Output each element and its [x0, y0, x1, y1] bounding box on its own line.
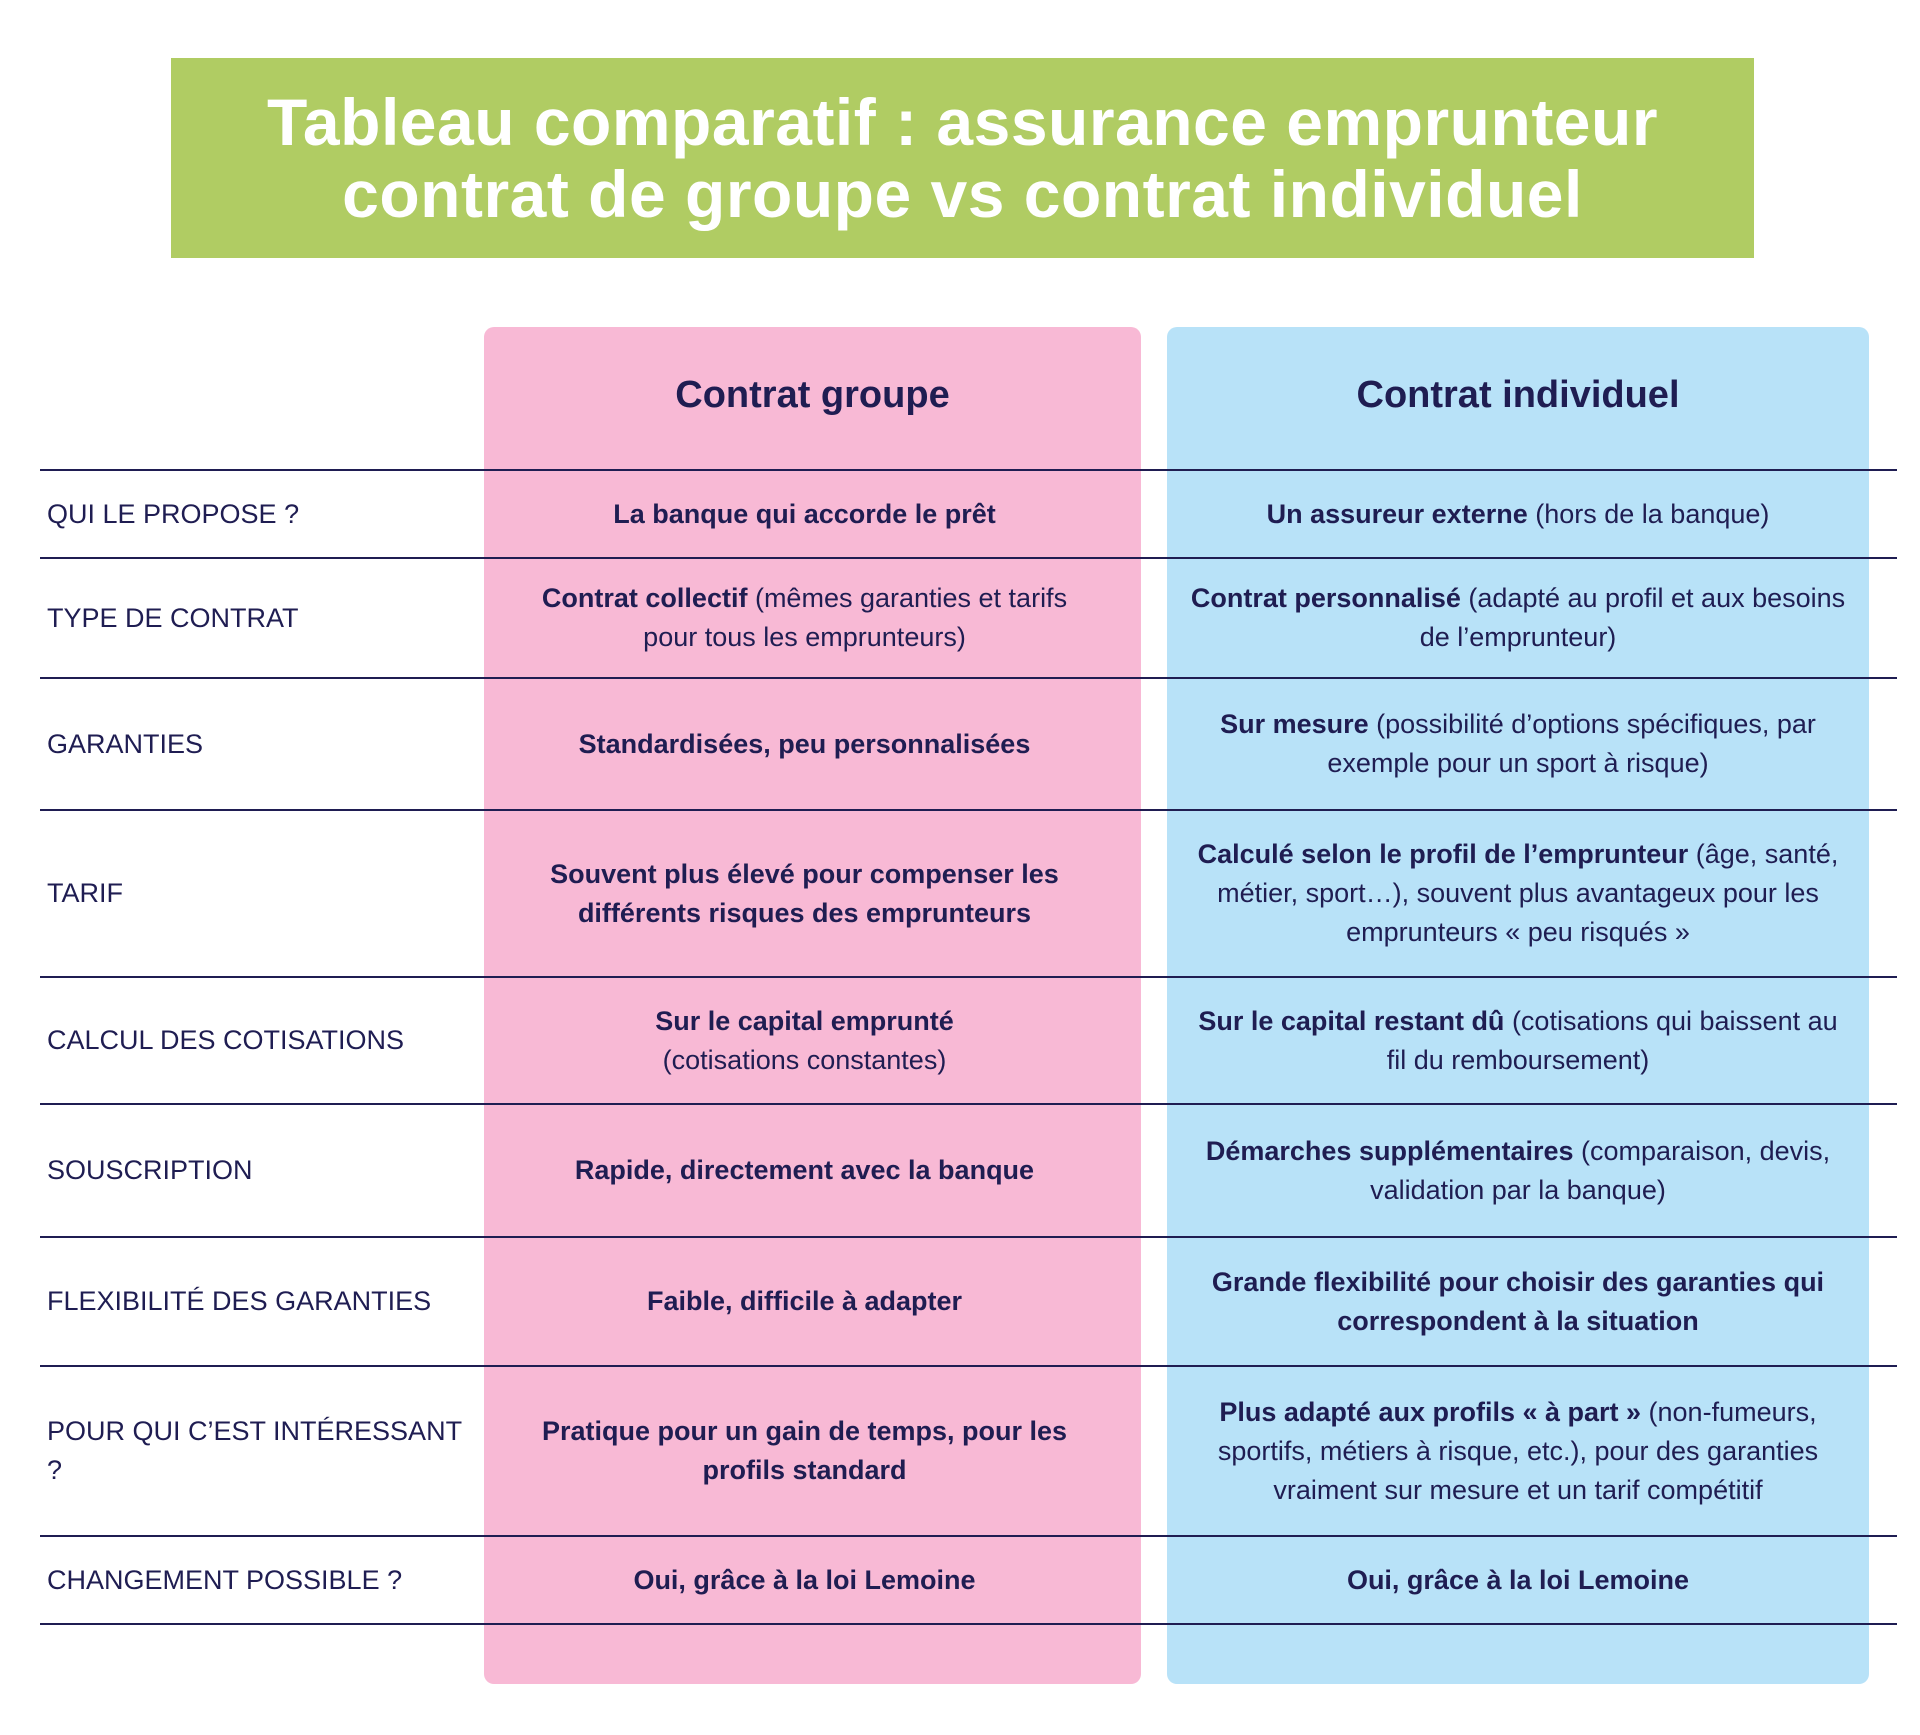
individual-cell-bold: Calculé selon le profil de l’emprunteur: [1197, 839, 1689, 869]
row-label: GARANTIES: [47, 728, 204, 759]
individual-cell-bold: Oui, grâce à la loi Lemoine: [1346, 1564, 1690, 1595]
individual-cell-bold: Sur mesure: [1220, 709, 1369, 739]
individual-cell-bold: Grande flexibilité pour choisir des garanties qui correspondent à la situation: [1211, 1266, 1825, 1336]
row-label: TYPE DE CONTRAT: [47, 602, 299, 633]
group-cell-bold: Faible, difficile à adapter: [646, 1286, 963, 1316]
row-label: FLEXIBILITÉ DES GARANTIES: [47, 1286, 432, 1316]
individual-column-header: Contrat individuel: [1356, 373, 1680, 416]
individual-cell-text: (comparaison, devis, validation par la banque): [1370, 1135, 1831, 1205]
row-label: CALCUL DES COTISATIONS: [47, 1025, 405, 1055]
individual-cell-text: (possibilité d’options spécifiques, par exemple pour un sport à risque): [1327, 709, 1816, 778]
group-cell-text: (cotisations constantes): [662, 1044, 947, 1075]
group-cell: [508, 1537, 1101, 1623]
individual-cell-text: (âge, santé, métier, sport…), souvent plus avantageux pour les emprunteurs « peu risqués »: [1217, 839, 1839, 947]
individual-cell: [1167, 471, 1869, 557]
group-cell: [508, 471, 1101, 557]
row-divider: [40, 1623, 1897, 1625]
group-cell: [508, 1238, 1101, 1365]
group-cell: [508, 679, 1101, 809]
title-banner: [171, 58, 1754, 258]
individual-cell: [1167, 1367, 1869, 1535]
group-column-header: Contrat groupe: [675, 373, 950, 416]
table-row: [40, 471, 1897, 557]
individual-cell-bold: Sur le capital restant dû: [1198, 1005, 1505, 1036]
row-label: SOUSCRIPTION: [47, 1155, 253, 1185]
individual-cell-text: (cotisations qui baissent au fil du remboursement): [1386, 1005, 1838, 1075]
individual-cell-bold: Contrat personnalisé: [1190, 583, 1461, 613]
group-cell-text: (mêmes garanties et tarifs pour tous les emprunteurs): [643, 583, 1068, 652]
title-line-2: contrat de groupe vs contrat individuel: [342, 157, 1583, 231]
table-row: [40, 978, 1897, 1103]
individual-cell: [1167, 679, 1869, 809]
table-row: [40, 1367, 1897, 1535]
table-row: [40, 811, 1897, 976]
row-label: QUI LE PROPOSE ?: [47, 498, 300, 529]
individual-cell: [1167, 978, 1869, 1103]
row-label: TARIF: [47, 878, 123, 908]
group-cell-bold: Pratique pour un gain de temps, pour les profils standard: [541, 1416, 1068, 1485]
group-cell-bold: Contrat collectif: [541, 583, 748, 613]
group-cell: [508, 1367, 1101, 1535]
table-row: [40, 1537, 1897, 1623]
group-cell-bold: Rapide, directement avec la banque: [574, 1155, 1035, 1185]
group-cell: [508, 1105, 1101, 1236]
group-cell-bold: Standardisées, peu personnalisées: [578, 728, 1031, 759]
group-cell-bold: Oui, grâce à la loi Lemoine: [633, 1564, 976, 1595]
table-row: [40, 1105, 1897, 1236]
individual-cell-text: (adapté au profil et aux besoins de l’emprunteur): [1419, 583, 1846, 652]
individual-cell-bold: Démarches supplémentaires: [1205, 1135, 1574, 1166]
individual-cell-text: (hors de la banque): [1527, 498, 1770, 529]
row-label: POUR QUI C’EST INTÉRESSANT ?: [47, 1416, 462, 1485]
title-line-1: Tableau comparatif : assurance emprunteur: [267, 85, 1658, 159]
table-row: [40, 679, 1897, 809]
table-row: [40, 1238, 1897, 1365]
individual-cell-bold: Plus adapté aux profils « à part »: [1219, 1396, 1642, 1427]
individual-cell: [1167, 1537, 1869, 1623]
row-label: CHANGEMENT POSSIBLE ?: [47, 1564, 403, 1595]
group-cell: [508, 559, 1101, 677]
individual-cell: [1167, 811, 1869, 976]
table-row: [40, 559, 1897, 677]
group-cell-bold: La banque qui accorde le prêt: [613, 498, 996, 529]
individual-cell: [1167, 559, 1869, 677]
group-cell: [508, 811, 1101, 976]
individual-cell: [1167, 1105, 1869, 1236]
individual-cell-text: (non-fumeurs, sportifs, métiers à risque, etc.), pour des garanties vraiment sur mesure et un tarif compétitif: [1217, 1396, 1819, 1505]
group-cell-bold: Sur le capital emprunté: [655, 1005, 954, 1036]
group-cell: [508, 978, 1101, 1103]
individual-cell: [1167, 1238, 1869, 1365]
group-cell-bold: Souvent plus élevé pour compenser les différents risques des emprunteurs: [550, 858, 1059, 928]
individual-cell-bold: Un assureur externe: [1266, 498, 1528, 529]
